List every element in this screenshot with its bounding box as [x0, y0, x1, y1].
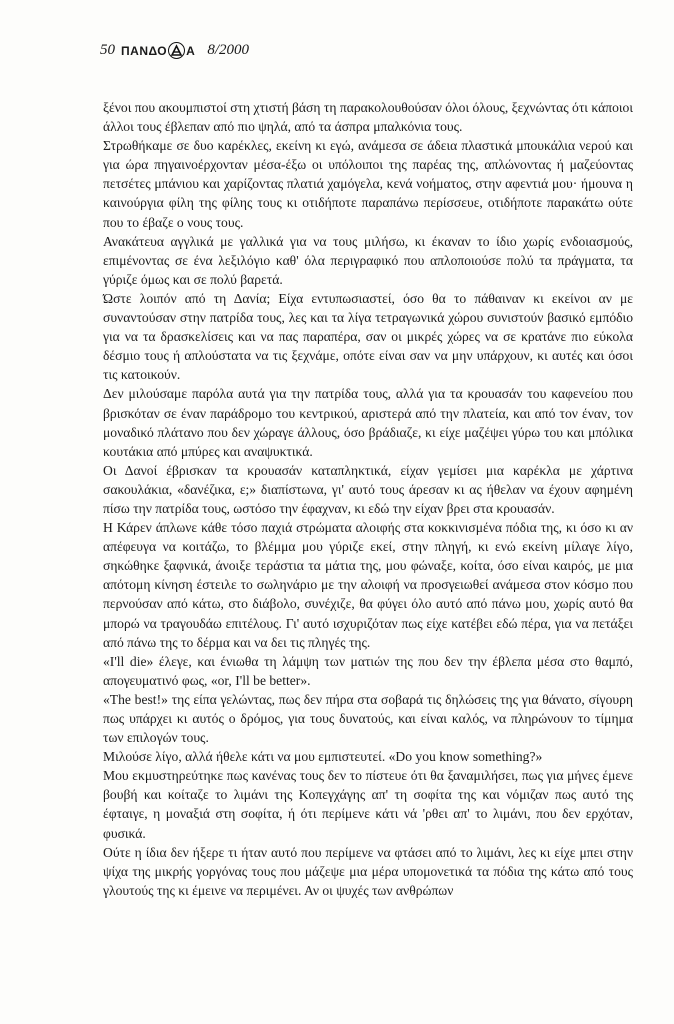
paragraph: Μου εκμυστηρεύτηκε πως κανένας τους δεν το πίστευε ότι θα ξαναμιλήσει, πως για μήνες έμενε βουβή και κοίταζε το λιμάνι της Κοπεγχάγης απ' τη σοφίτα της και νόμιζαν πως αυτό της έφταιγε, η μοναξιά στη σοφίτα, ή ότι περίμενε κάτι νά 'ρθει απ' το λιμάνι, που δεν ερχόταν, φυσικά. [103, 768, 633, 841]
logo-text-right: Α [186, 43, 196, 58]
paragraph: Μιλούσε λίγο, αλλά ήθελε κάτι να μου εμπιστευτεί. «Do you know something?» [103, 749, 543, 765]
paragraph: ξένοι που ακουμπιστοί στη χτιστή βάση τη παρακολουθούσαν όλοι όλους, ξεχνώντας ότι κάποιοι άλλοι τους έβλεπαν από πιο ψηλά, από τα άσπρα μπαλκόνια τους. [103, 100, 633, 135]
magazine-logo [121, 42, 195, 59]
issue-date: 8/2000 [207, 42, 249, 58]
paragraph: Ανακάτευα αγγλικά με γαλλικά για να τους μιλήσω, κι έκαναν το ίδιο χωρίς ενδοιασμούς, επιμένοντας σε ένα λεξιλόγιο καθ' όλα περιγραφικό που απλοποιούσε πολύ τα πράγματα, τα γύριζε όμως και σε πολύ βαρετά. [103, 233, 633, 287]
paragraph: Οι Δανοί έβρισκαν τα κρουασάν καταπληκτικά, είχαν γεμίσει μια καρέκλα με χάρτινα σακουλάκια, «δανέζικα, ε;» διαπίστωνα, γι' αυτό τους άρεσαν κι ας ήθελαν να έχουν αφημένη πίσω την πατρίδα τους, ωστόσο την έφαχναν, κι εδώ την είχαν βρει στα κρουασάν. [103, 462, 633, 516]
page-number: 50 [100, 42, 115, 58]
logo-text-left: ΠΑΝΔΟ [121, 43, 168, 58]
paragraph: Ώστε λοιπόν από τη Δανία; Είχα εντυπωσιαστεί, όσο θα το πάθαιναν κι εκείνοι αν με συναντούσαν στην πατρίδα τους, λες και τα λίγα τετραγωνικά χώρου συνιστούν βασικό εμπόδιο για να τα δρασκελίσεις και να πας παραπέρα, σαν οι μικρές χώρες να σε κρατάνε πιο εύκολα δέσμιο τους ή απλούστατα να τις ξεχνάμε, οπότε είναι σαν να μην υπάρχουν, κι αυτές και όσοι τις κατοικούν. [103, 290, 633, 383]
paragraph: Ούτε η ίδια δεν ήξερε τι ήταν αυτό που περίμενε να φτάσει από το λιμάνι, λες κι είχε μπει στην ψίχα της μικρής γοργόνας τους που μάζεψε μια μέρα υπομονετικά τα πόδια της κάτω από τους γλουτούς της κι έμεινε να περιμένει. Αν οι ψυχές των ανθρώπων [103, 844, 633, 898]
paragraph: «I'll die» έλεγε, και ένιωθα τη λάμψη των ματιών της που δεν την έβλεπα μέσα στο θαμπό, απογευματινό φως, «or, I'll be better». [103, 653, 633, 688]
logo-circle-icon [168, 42, 185, 59]
running-header [100, 42, 249, 59]
paragraph: Η Κάρεν άπλωνε κάθε τόσο παχιά στρώματα αλοιφής στα κοκκινισμένα πόδια της, κι όσο κι αν απέφευγα να κοιτάζω, το βλέμμα μου γύριζε εκεί, στην πληγή, κι ενώ εκείνη μίλαγε λίγο, σηκώθηκε ξαφνικά, άνοιξε τεράστια τα μάτια της, μου φώναξε, κοίτα, όσο είναι καιρός, με μια απότομη κίνηση έστειλε το σωληνάριο με την αλοιφή να προσγειωθεί ανάμεσα στον κόσμο που περνούσαν από κάτω, στο διάβολο, συνέχιζε, θα φύγει όλο αυτό από πάνω μου, χωρίς αυτό θα μπορώ να τραγουδάω επιτέλους. Γι' αυτό ισχυριζόταν πως είχε κατέβει εδώ πέρα, για να πετάξει από πάνω της το δέρμα και να δει τις πληγές της. [103, 520, 633, 650]
paragraph: «The best!» της είπα γελώντας, πως δεν πήρα στα σοβαρά τις δηλώσεις της για θάνατο, σίγουρη πως υπάρχει κι αυτός ο δρόμος, για τους δυνατούς, και είναι καλός, να πληρώνουν το τίμημα των επιλογών τους. [103, 691, 633, 746]
article-body [103, 98, 633, 900]
paragraph: Στρωθήκαμε σε δυο καρέκλες, εκείνη κι εγώ, ανάμεσα σε άδεια πλαστικά μπουκάλια νερού και για ώρα πηγαινοέρχονταν μέσα-έξω οι υπόλοιποι της παρέας της, απλώνοντας ή μαζεύοντας πετσέτες μπάνιου και χαρίζοντας πλατιά χαμόγελα, κενά νοήματος, στην αφεντιά μου· ήμουνα η καινούργια φίλη της φίλης τους κι οτιδήποτε παραπάνω περίσσευε, οτιδήποτε παρακάτω ούτε που το έβαζε ο νους τους. [103, 138, 633, 230]
paragraph: Δεν μιλούσαμε παρόλα αυτά για την πατρίδα τους, αλλά για τα κρουασάν του καφενείου που βρισκόταν σε έναν παράδρομο του κεντρικού, αριστερά από την πλατεία, και από τον έναν, τον μοναδικό πλάτανο που δεν χώραγε άλλους, όσο βράδιαζε, κι είχε μαζέψει γύρω του και μπόλικα κουτάκια από μπύρες και αναψυκτικά. [103, 386, 633, 459]
